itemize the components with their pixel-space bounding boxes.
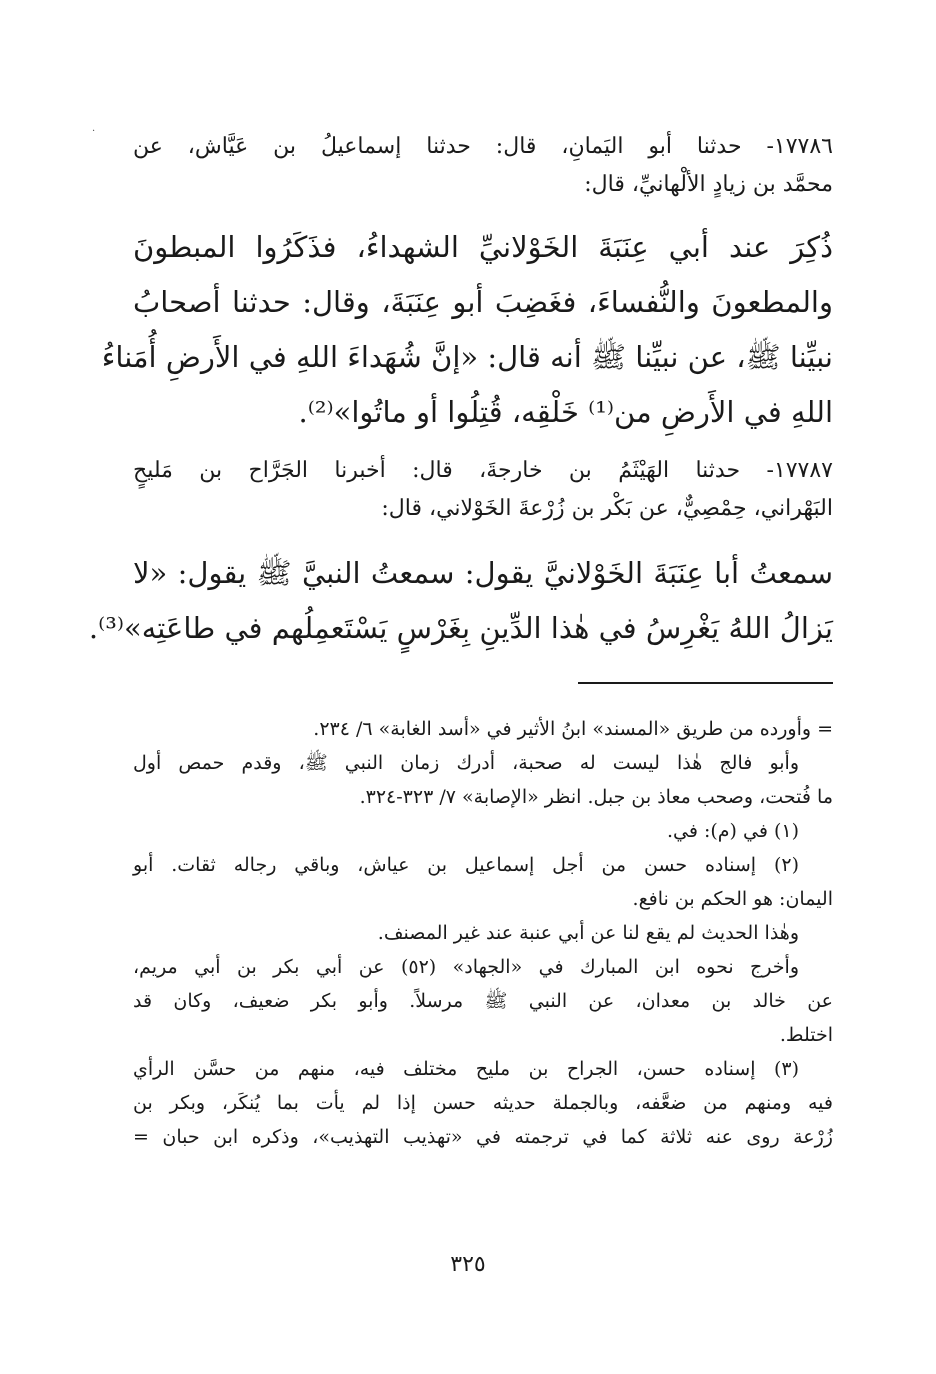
footnote-line: (٣) إسناده حسن، الجراح بن مليح مختلف فيه، منهم من حسَّن الرأي <box>133 1058 799 1080</box>
isnad-line: ١٧٧٨٦- حدثنا أبو اليَمانِ، قال: حدثنا إسماعيلُ بن عَيَّاش، عن <box>133 134 833 159</box>
footnote-line: وأبو فالج هٰذا ليست له صحبة، أدرك زمان النبي ﷺ، وقدم حمص أول <box>133 752 799 774</box>
footnote-line: = وأورده من طريق «المسند» ابنُ الأثير في «أسد الغابة» ٦/ ٢٣٤. <box>313 718 833 740</box>
footnote-2-remark <box>133 916 833 950</box>
matn-line: والمطعونَ والنُّفساءَ، فغَضِبَ أبو عِنَبَةَ، وقال: حدثنا أصحابُ <box>133 285 833 319</box>
hadith-17786-matn <box>101 220 833 440</box>
footnote-2 <box>133 848 833 916</box>
footnote-continuation <box>133 712 833 746</box>
footnote-abu-falij <box>133 746 833 814</box>
scan-speck: · <box>92 126 96 137</box>
footnote-line: (١) في (م): في. <box>666 820 799 842</box>
footnote-divider <box>578 682 833 684</box>
footnote-line: اختلط. <box>779 1024 833 1046</box>
matn-line: ذُكِرَ عند أبي عِنَبَةَ الخَوْلانيِّ الشهداءُ، فذَكَرُوا المبطونَ <box>133 230 833 264</box>
isnad-line: محمَّد بن زيادٍ الألْهانيِّ، قال: <box>584 172 833 197</box>
footnote-line: ما فُتحت، وصحب معاذ بن جبل. انظر «الإصابة» ٧/ ٣٢٣-٣٢٤. <box>359 786 833 808</box>
isnad-line: البَهْراني، حِمْصِيٌّ، عن بَكْر بن زُرْعةَ الخَوْلاني، قال: <box>381 496 833 521</box>
hadith-17787-matn <box>88 546 833 656</box>
page-number: ٣٢٥ <box>450 1252 486 1277</box>
footnote-2-source <box>133 950 833 1052</box>
matn-line: اللهِ في الأَرضِ من⁽¹⁾ خَلْقِه، قُتِلُوا أو ماتُوا»⁽²⁾. <box>298 395 833 429</box>
matn-line: نبيِّنا ﷺ، عن نبيِّنا ﷺ أنه قال: «إنَّ شُهَداءَ اللهِ في الأَرضِ أُمَناءُ <box>101 340 833 374</box>
footnote-line: وأخرج نحوه ابن المبارك في «الجهاد» (٥٢) عن أبي بكر بن أبي مريم، <box>133 956 800 978</box>
footnote-line: اليمان: هو الحكم بن نافع. <box>632 888 833 910</box>
footnote-line: فيه ومنهم من ضعَّفه، وبالجملة حديثه حسن إذا لم يأت بما يُنكَر، وبكر بن <box>133 1092 833 1114</box>
hadith-17786-isnad <box>133 128 833 204</box>
footnote-line: (٢) إسناده حسن من أجل إسماعيل بن عياش، وباقي رجاله ثقات. أبو <box>133 854 799 876</box>
footnotes <box>133 712 833 1154</box>
matn-line: يَزالُ اللهُ يَغْرِسُ في هٰذا الدِّينِ بِغَرْسٍ يَسْتَعمِلُهم في طاعَتِه»⁽³⁾. <box>88 611 833 645</box>
matn-line: سمعتُ أبا عِنَبَةَ الخَوْلانيَّ يقول: سمعتُ النبيَّ ﷺ يقول: «لا <box>133 556 833 590</box>
footnote-line: وهٰذا الحديث لم يقع لنا عن أبي عنبة عند غير المصنف. <box>377 922 799 944</box>
footnote-1 <box>133 814 833 848</box>
footnote-3 <box>133 1052 833 1154</box>
footnote-line: عن خالد بن معدان، عن النبي ﷺ مرسلاً. وأبو بكر ضعيف، وكان قد <box>133 990 833 1012</box>
isnad-line: ١٧٧٨٧- حدثنا الهَيْثَمُ بن خارجةَ، قال: أخبرنا الجَرَّاح بن مَليحٍ <box>133 458 833 483</box>
footnote-line: زُرْعة روى عنه ثلاثة كما في ترجمته في «تهذيب التهذيب»، وذكره ابن حبان = <box>133 1126 833 1148</box>
hadith-17787-isnad <box>133 452 833 528</box>
